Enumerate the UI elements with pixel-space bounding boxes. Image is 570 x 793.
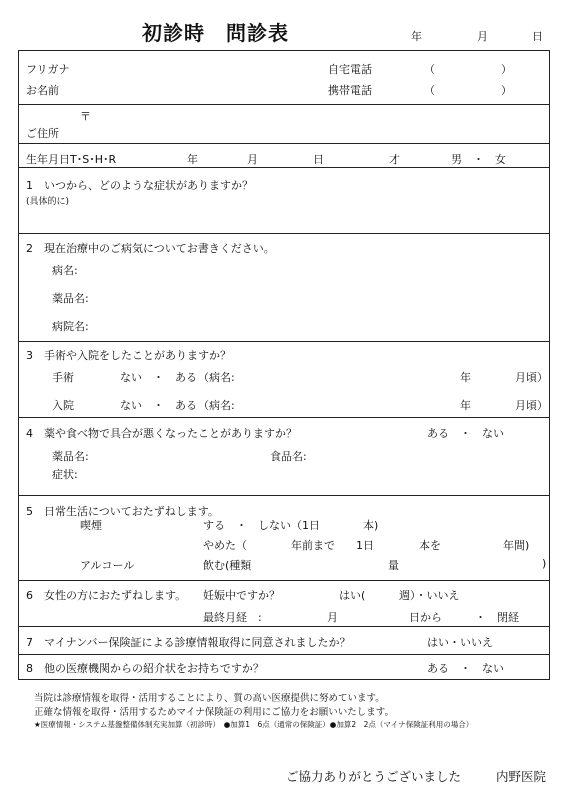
divider bbox=[19, 654, 549, 655]
disease-label: 病名: bbox=[52, 264, 78, 277]
menopause-option[interactable]: ・ 閉経 bbox=[475, 611, 519, 624]
quit-years-ago-label: 年前まで bbox=[291, 539, 335, 552]
address-label: ご住所 bbox=[26, 127, 59, 140]
hospitalization-disease-label: （病名: bbox=[198, 399, 235, 412]
clinic-name: 内野医院 bbox=[496, 769, 547, 784]
postal-mark: 〒 bbox=[80, 110, 91, 123]
question-1: 1 いつから、どのような症状がありますか？ bbox=[26, 179, 253, 192]
mobile-phone-field[interactable]: （ ） bbox=[424, 84, 512, 97]
smoking-label: 喫煙 bbox=[80, 519, 102, 532]
alcohol-amount-label: 量 bbox=[388, 559, 399, 572]
divider bbox=[19, 167, 549, 168]
divider bbox=[19, 626, 549, 627]
divider bbox=[19, 495, 549, 496]
pregnant-week-no[interactable]: 週）・いいえ bbox=[399, 589, 460, 602]
hospitalization-month-label: 月頃） bbox=[515, 399, 548, 412]
drug-label: 薬品名: bbox=[52, 292, 89, 305]
hospital-label: 病院名: bbox=[52, 320, 89, 333]
question-7: 7 マイナンバー保険証による診療情報取得に同意されましたか？ bbox=[26, 636, 351, 649]
question-2: 2 現在治療中のご病気についてお書きください。 bbox=[26, 242, 275, 255]
home-phone-label: 自宅電話 bbox=[328, 63, 372, 76]
question-6: 6 女性の方におたずねします。 bbox=[26, 589, 187, 602]
surgery-label: 手術 bbox=[52, 371, 74, 384]
period-from-label: 日から bbox=[409, 611, 442, 624]
question-4: 4 薬や食べ物で具合が悪くなったことがありますか？ bbox=[26, 427, 297, 440]
birth-month-label: 月 bbox=[247, 153, 258, 166]
surgery-month-label: 月頃） bbox=[515, 371, 548, 384]
divider bbox=[19, 417, 549, 418]
thanks-message: ご協力ありがとうございました bbox=[286, 769, 462, 784]
birth-year-label: 年 bbox=[187, 153, 198, 166]
hospitalization-label: 入院 bbox=[52, 399, 74, 412]
question-8-options[interactable]: ある ・ ない bbox=[427, 662, 504, 675]
smoking-unit: 本) bbox=[363, 519, 379, 532]
note-line-2: 正確な情報を取得・活用するためマイナ保険証の利用にご協力をお願いいたします。 bbox=[34, 707, 395, 718]
quit-smoking-label[interactable]: やめた（ bbox=[203, 539, 247, 552]
page-title: 初診時 問診表 bbox=[142, 21, 289, 45]
sex-options[interactable]: 男 ・ 女 bbox=[451, 153, 506, 166]
name-label: お名前 bbox=[26, 84, 59, 97]
question-4-options[interactable]: ある ・ ない bbox=[427, 427, 504, 440]
pregnant-yes[interactable]: はい( bbox=[339, 589, 366, 602]
divider bbox=[19, 341, 549, 342]
home-phone-field[interactable]: （ ） bbox=[424, 63, 512, 76]
question-5: 5 日常生活についておたずねします。 bbox=[26, 505, 219, 518]
note-line-1: 当院は診療情報を取得・活用することにより、質の高い医療提供に努めています。 bbox=[34, 693, 385, 704]
pregnant-label: 妊娠中ですか？ bbox=[203, 589, 280, 602]
period-month-label: 月 bbox=[327, 611, 338, 624]
date-month-label: 月 bbox=[477, 30, 488, 43]
mobile-phone-label: 携帯電話 bbox=[328, 84, 372, 97]
questionnaire-form bbox=[18, 50, 550, 680]
allergy-symptom-label: 症状: bbox=[52, 468, 78, 481]
question-3: 3 手術や入院をしたことがありますか？ bbox=[26, 349, 231, 362]
surgery-year-label: 年 bbox=[460, 371, 471, 384]
alcohol-kind-label[interactable]: 飲む(種類 bbox=[203, 559, 252, 572]
divider bbox=[19, 143, 549, 144]
birth-day-label: 日 bbox=[313, 153, 324, 166]
question-7-options[interactable]: はい・いいえ bbox=[427, 636, 493, 649]
birthdate-label: 生年月日T･S･H･R bbox=[26, 153, 117, 166]
quit-years-label: 年間) bbox=[503, 539, 530, 552]
note-line-3: ★医療情報・システム基盤整備体制充実加算（初診時） ●加算1 6点（通常の保険証）●加算2 2点（マイナ保険証利用の場合） bbox=[34, 720, 474, 729]
date-year-label: 年 bbox=[411, 30, 422, 43]
question-1-note: (具体的に) bbox=[26, 197, 70, 207]
date-day-label: 日 bbox=[532, 30, 543, 43]
divider bbox=[19, 233, 549, 234]
quit-unit-label: 本を bbox=[419, 539, 441, 552]
quit-day-label: 1日 bbox=[356, 539, 374, 552]
furigana-label: フリガナ bbox=[26, 63, 70, 76]
divider bbox=[19, 580, 549, 581]
smoking-options[interactable]: する ・ しない（1日 bbox=[203, 519, 320, 532]
hospitalization-year-label: 年 bbox=[460, 399, 471, 412]
last-period-label: 最終月経 : bbox=[203, 611, 262, 624]
surgery-options[interactable]: ない ・ ある bbox=[120, 371, 197, 384]
divider bbox=[19, 104, 549, 105]
allergy-food-label: 食品名: bbox=[270, 450, 307, 463]
alcohol-close: ) bbox=[542, 557, 547, 570]
alcohol-label: アルコール bbox=[80, 559, 135, 572]
surgery-disease-label: （病名: bbox=[198, 371, 235, 384]
hospitalization-options[interactable]: ない ・ ある bbox=[120, 399, 197, 412]
age-label: 才 bbox=[389, 153, 400, 166]
question-8: 8 他の医療機関からの紹介状をお持ちですか？ bbox=[26, 662, 264, 675]
allergy-drug-label: 薬品名: bbox=[52, 450, 89, 463]
